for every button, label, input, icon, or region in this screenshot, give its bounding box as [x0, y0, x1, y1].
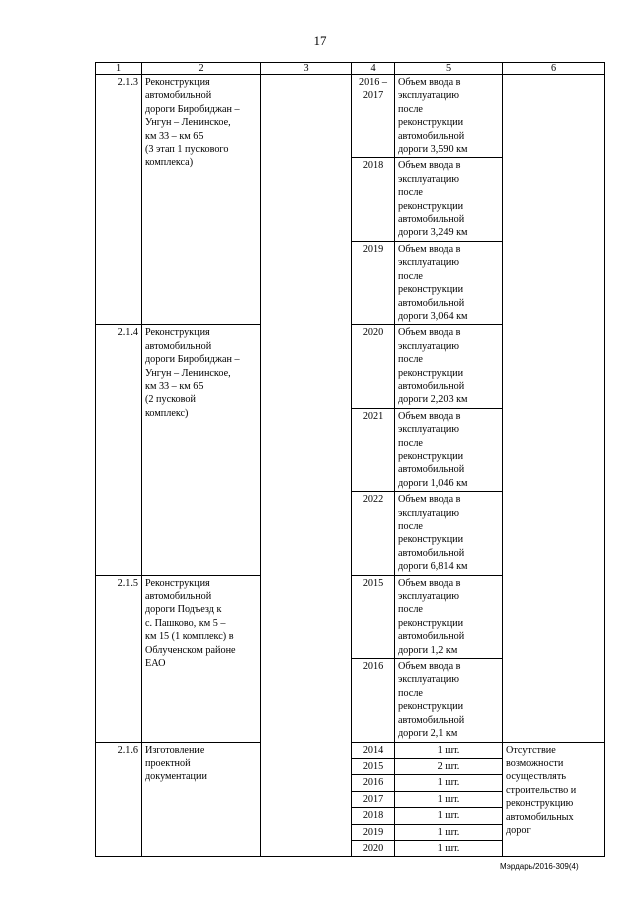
col6-empty	[503, 75, 605, 743]
col-header-4: 4	[352, 63, 395, 75]
result-cell: Объем ввода в эксплуатацию после реконструкции автомобильной дороги 3,249 км	[395, 158, 503, 241]
item-number: 2.1.6	[96, 742, 142, 857]
table-row	[96, 75, 605, 158]
year-cell: 2015	[352, 758, 395, 774]
quantity-cell: 1 шт.	[395, 840, 503, 856]
quantity-cell: 1 шт.	[395, 824, 503, 840]
item-number: 2.1.4	[96, 325, 142, 575]
year-cell: 2016	[352, 659, 395, 742]
quantity-cell: 2 шт.	[395, 758, 503, 774]
year-cell: 2016 – 2017	[352, 75, 395, 158]
col-header-2: 2	[142, 63, 261, 75]
item-number: 2.1.5	[96, 575, 142, 742]
header-row	[96, 63, 605, 75]
year-cell: 2021	[352, 408, 395, 491]
year-cell: 2017	[352, 791, 395, 807]
page-number: 17	[313, 33, 327, 48]
result-cell: Объем ввода в эксплуатацию после реконструкции автомобильной дороги 2,203 км	[395, 325, 503, 408]
item-name: Реконструкция автомобильной дороги Подъезд к с. Пашково, км 5 – км 15 (1 комплекс) в Облученском районе ЕАО	[142, 575, 261, 742]
col3-empty	[261, 75, 352, 857]
document-code: Мэрдарь/2016-309(4)	[500, 862, 579, 871]
year-cell: 2015	[352, 575, 395, 658]
year-cell: 2014	[352, 742, 395, 758]
quantity-cell: 1 шт.	[395, 742, 503, 758]
item-name: Реконструкция автомобильной дороги Биробиджан – Унгун – Ленинское, км 33 – км 65 (3 этап 1 пускового комплекса)	[142, 75, 261, 325]
year-cell: 2019	[352, 824, 395, 840]
col-header-6: 6	[503, 63, 605, 75]
year-cell: 2019	[352, 241, 395, 324]
year-cell: 2016	[352, 775, 395, 791]
year-cell: 2022	[352, 492, 395, 575]
item-name: Изготовление проектной документации	[142, 742, 261, 857]
program-table	[95, 62, 605, 857]
quantity-cell: 1 шт.	[395, 808, 503, 824]
year-cell: 2020	[352, 325, 395, 408]
year-cell: 2018	[352, 808, 395, 824]
result-cell: Объем ввода в эксплуатацию после реконструкции автомобильной дороги 2,1 км	[395, 659, 503, 742]
year-cell: 2018	[352, 158, 395, 241]
col-header-3: 3	[261, 63, 352, 75]
col-header-5: 5	[395, 63, 503, 75]
note-cell: Отсутствие возможности осуществлять строительство и реконструкцию автомобильных дорог	[503, 742, 605, 857]
result-cell: Объем ввода в эксплуатацию после реконструкции автомобильной дороги 3,590 км	[395, 75, 503, 158]
item-number: 2.1.3	[96, 75, 142, 325]
result-cell: Объем ввода в эксплуатацию после реконструкции автомобильной дороги 1,2 км	[395, 575, 503, 658]
result-cell: Объем ввода в эксплуатацию после реконструкции автомобильной дороги 1,046 км	[395, 408, 503, 491]
item-name: Реконструкция автомобильной дороги Биробиджан – Унгун – Ленинское, км 33 – км 65 (2 пусковой комплекс)	[142, 325, 261, 575]
year-cell: 2020	[352, 840, 395, 856]
result-cell: Объем ввода в эксплуатацию после реконструкции автомобильной дороги 3,064 км	[395, 241, 503, 324]
quantity-cell: 1 шт.	[395, 775, 503, 791]
col-header-1: 1	[96, 63, 142, 75]
result-cell: Объем ввода в эксплуатацию после реконструкции автомобильной дороги 6,814 км	[395, 492, 503, 575]
quantity-cell: 1 шт.	[395, 791, 503, 807]
